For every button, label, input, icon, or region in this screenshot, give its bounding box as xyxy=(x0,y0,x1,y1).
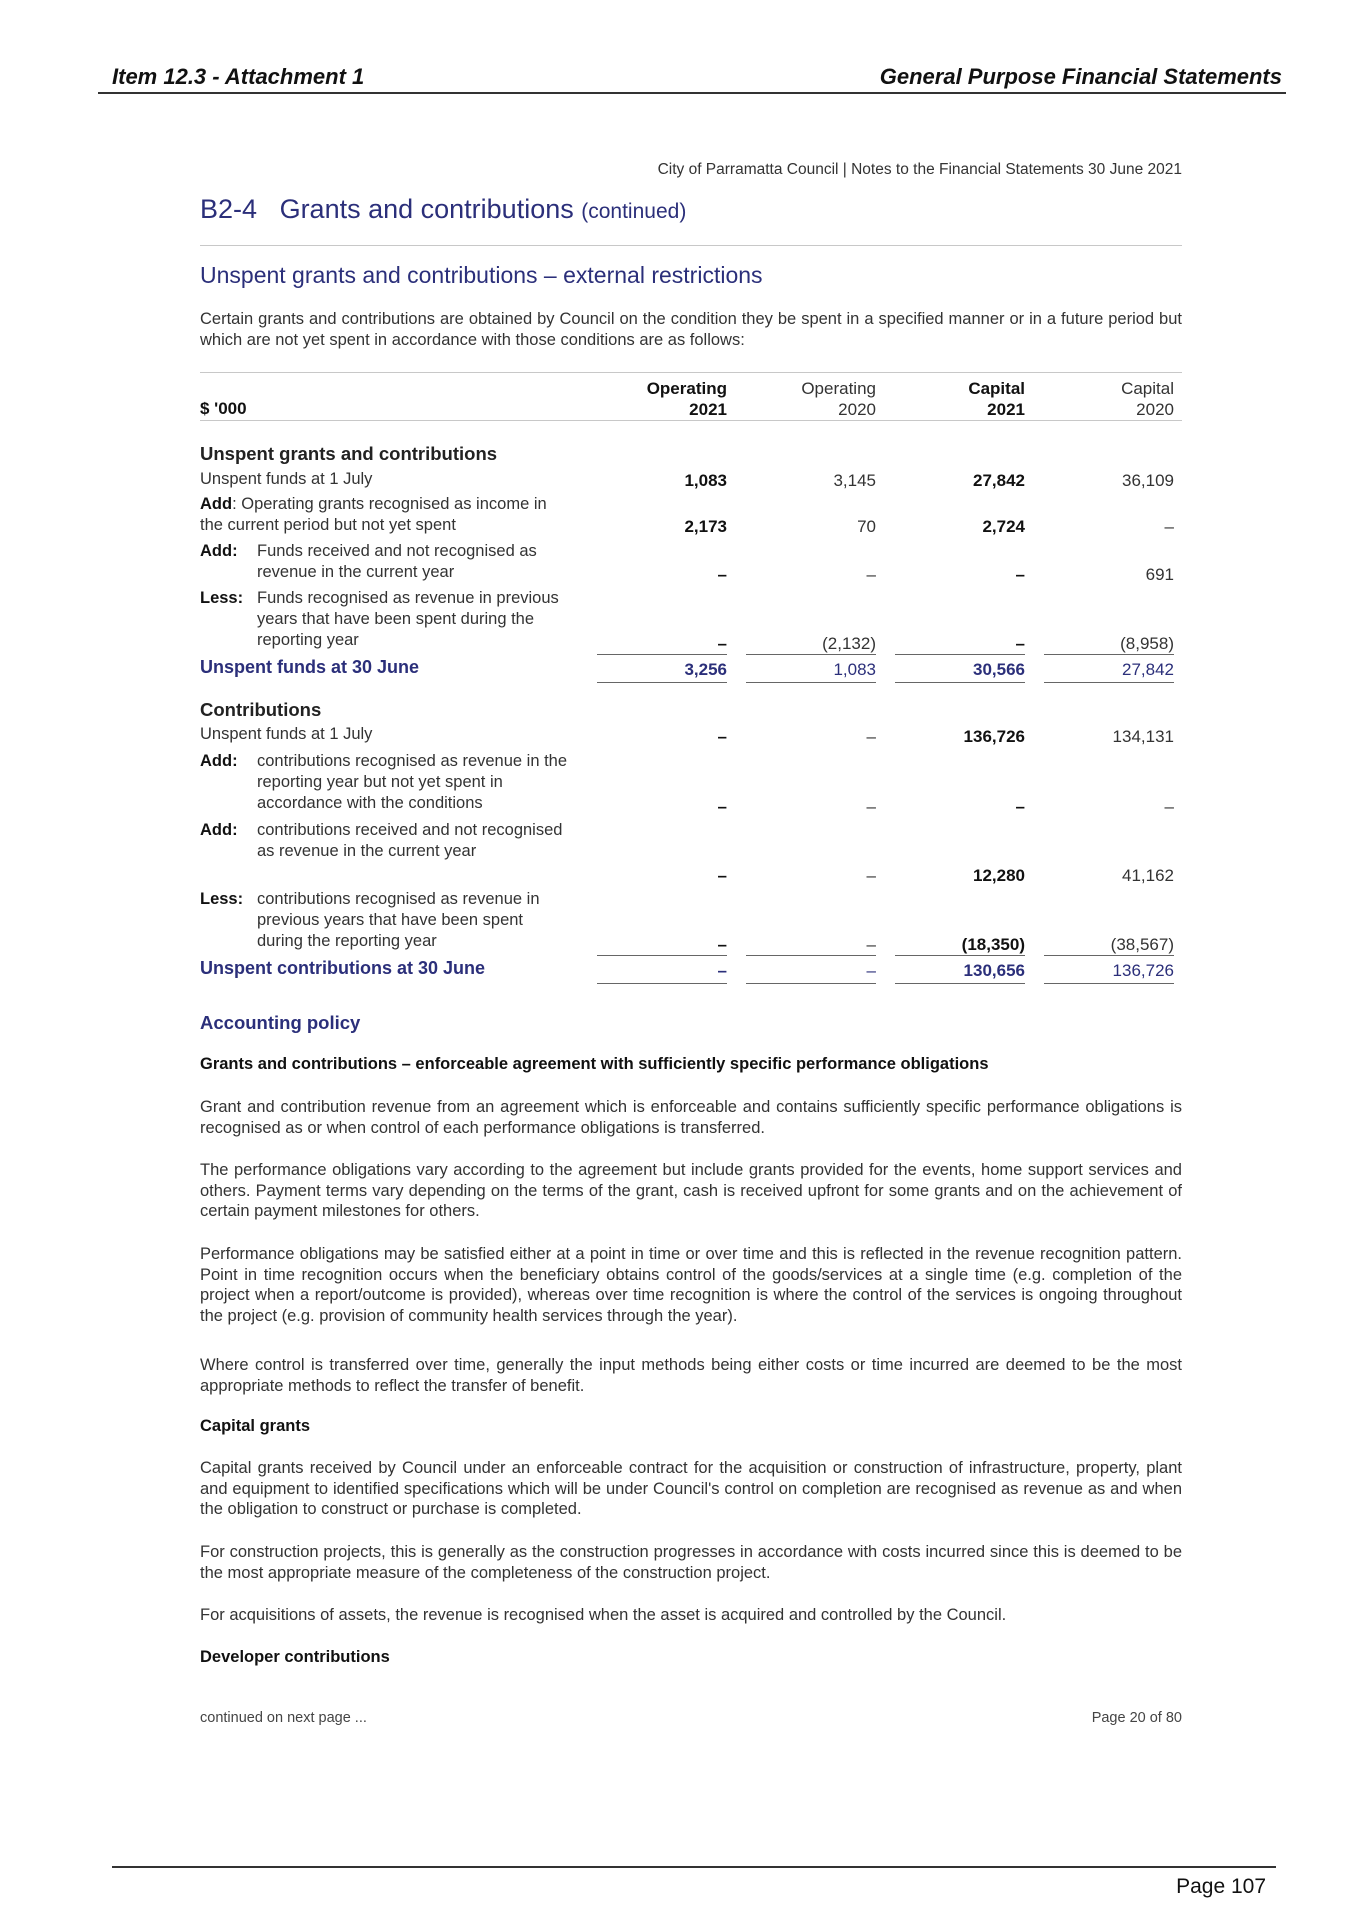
section-title xyxy=(200,194,686,225)
total-label: Unspent funds at 30 June xyxy=(200,657,420,677)
total-rule xyxy=(1044,682,1174,683)
row-text: contributions recognised as revenue in previous years that have been spent during the reporting year xyxy=(257,890,540,950)
col-header-capital-2021 xyxy=(885,378,1025,420)
cell: (2,132) xyxy=(822,634,876,653)
row-label xyxy=(200,751,570,814)
unit-label: $ '000 xyxy=(200,399,247,418)
cell: 36,109 xyxy=(1122,471,1174,490)
row-text: Funds received and not recognised as revenue in the current year xyxy=(257,542,537,581)
total-rule xyxy=(597,682,727,683)
row-keyword: Add: xyxy=(200,752,238,770)
cell: 134,131 xyxy=(1112,727,1174,746)
total-label: Unspent contributions at 30 June xyxy=(200,958,486,978)
subtotal-rule xyxy=(597,654,727,655)
cell: 1,083 xyxy=(684,471,727,490)
contributions-heading: Contributions xyxy=(200,699,322,720)
header-rule xyxy=(98,92,1286,94)
cell: 12,280 xyxy=(973,866,1025,885)
row-text: contributions received and not recognised as revenue in the current year xyxy=(257,821,563,860)
policy-paragraph: The performance obligations vary according to the agreement but include grants provided for the events, home support services and others. Payment terms vary depending on the terms of the grant, cash is received upfront for some grants and on the achievement of certain payment milestones for others. xyxy=(200,1161,1182,1220)
cell: 41,162 xyxy=(1122,866,1174,885)
cell: – xyxy=(866,935,876,954)
col-header-operating-2021 xyxy=(587,378,727,420)
row-text: contributions recognised as revenue in the reporting year but not yet spent in accordance with the conditions xyxy=(257,752,568,812)
row-label xyxy=(200,588,595,651)
row-label xyxy=(200,820,570,862)
cell: – xyxy=(866,565,876,584)
cell: – xyxy=(1164,517,1174,536)
cell: 2,173 xyxy=(684,517,727,536)
subtotal-rule xyxy=(1044,654,1174,655)
policy-subheading: Developer contributions xyxy=(200,1648,390,1666)
table-top-rule xyxy=(200,372,1182,373)
policy-paragraph: Grant and contribution revenue from an agreement which is enforceable and contains sufficiently specific performance obligations is recognised as or when control of each performance obligations is transferred. xyxy=(200,1098,1182,1137)
page-number: Page 107 xyxy=(1176,1875,1266,1898)
policy-paragraph: For construction projects, this is generally as the construction progresses in accordance with costs incurred since this is deemed to be the most appropriate measure of the completeness of the construction project. xyxy=(200,1543,1182,1582)
row-label xyxy=(200,541,595,583)
col-header-line: Capital xyxy=(1121,379,1174,398)
cell: 27,842 xyxy=(973,471,1025,490)
cell: (38,567) xyxy=(1110,935,1174,954)
subtotal-rule xyxy=(597,955,727,956)
row-text: the current period but not yet spent xyxy=(200,516,456,534)
total-cell: 130,656 xyxy=(963,961,1025,980)
total-cell: 30,566 xyxy=(973,660,1025,679)
intro-paragraph: Certain grants and contributions are obtained by Council on the condition they be spent in a specified manner or in a future period but which are not yet spent in accordance with those conditions are as follows: xyxy=(200,310,1182,349)
subtotal-rule xyxy=(895,654,1025,655)
total-cell: 1,083 xyxy=(833,660,876,679)
col-header-line: Operating xyxy=(646,379,727,398)
row-label: Unspent funds at 1 July xyxy=(200,725,373,743)
row-keyword: Less: xyxy=(200,589,244,607)
col-header-line: 2021 xyxy=(987,400,1025,419)
col-header-capital-2020 xyxy=(1034,378,1174,420)
cell: – xyxy=(717,727,727,746)
org-line: City of Parramatta Council | Notes to the Financial Statements 30 June 2021 xyxy=(657,161,1182,178)
policy-subheading: Grants and contributions – enforceable agreement with sufficiently specific performance obligations xyxy=(200,1055,989,1073)
cell: 3,145 xyxy=(833,471,876,490)
total-cell: – xyxy=(717,961,727,980)
total-rule xyxy=(746,682,876,683)
bottom-rule xyxy=(112,1866,1276,1868)
section-number: B2-4 xyxy=(200,194,258,224)
policy-paragraph: For acquisitions of assets, the revenue is recognised when the asset is acquired and controlled by the Council. xyxy=(200,1606,1007,1624)
cell: 70 xyxy=(857,517,876,536)
total-cell: 3,256 xyxy=(684,660,727,679)
subtotal-rule xyxy=(895,955,1025,956)
cell: 2,724 xyxy=(982,517,1025,536)
total-rule xyxy=(895,983,1025,984)
grants-heading: Unspent grants and contributions xyxy=(200,443,498,464)
cell: – xyxy=(717,634,727,653)
policy-paragraph: Capital grants received by Council under an enforceable contract for the acquisition or construction of infrastructure, property, plant and equipment to identified specifications which will be under Council's control on completion are recognised as revenue as and when the obligation to construct or purchase is completed. xyxy=(200,1459,1182,1518)
section-suffix: (continued) xyxy=(581,200,687,223)
total-cell: 27,842 xyxy=(1122,660,1174,679)
col-header-line: Capital xyxy=(968,379,1025,398)
cell: 691 xyxy=(1145,565,1174,584)
cell: – xyxy=(717,797,727,816)
total-rule xyxy=(1044,983,1174,984)
attachment-label: Item 12.3 - Attachment 1 xyxy=(112,64,365,89)
cell: – xyxy=(866,866,876,885)
row-keyword: Add: xyxy=(200,821,238,839)
col-header-line: Operating xyxy=(801,379,876,398)
cell: – xyxy=(866,727,876,746)
col-header-operating-2020 xyxy=(736,378,876,420)
cell: – xyxy=(1015,565,1025,584)
row-keyword: Add: xyxy=(200,542,238,560)
col-header-line: 2021 xyxy=(689,400,727,419)
row-label xyxy=(200,889,570,952)
total-cell: 136,726 xyxy=(1112,961,1174,980)
header-bottom-rule xyxy=(200,420,1182,421)
cell: – xyxy=(717,935,727,954)
cell: – xyxy=(717,565,727,584)
cell: – xyxy=(1164,797,1174,816)
policy-paragraph: Where control is transferred over time, generally the input methods being either costs or time incurred are deemed to be the most appropriate methods to reflect the transfer of benefit. xyxy=(200,1356,1182,1395)
row-label xyxy=(200,494,595,536)
section-name: Grants and contributions xyxy=(279,194,574,224)
total-rule xyxy=(895,682,1025,683)
title-rule xyxy=(200,245,1182,246)
row-keyword: Add xyxy=(200,495,233,513)
subsection-title: Unspent grants and contributions – external restrictions xyxy=(200,262,763,288)
row-keyword: Less: xyxy=(200,890,244,908)
cell: 136,726 xyxy=(963,727,1025,746)
document-title: General Purpose Financial Statements xyxy=(879,64,1282,89)
total-cell: – xyxy=(866,961,876,980)
row-text: : Operating grants recognised as income in xyxy=(232,495,547,513)
cell: – xyxy=(717,866,727,885)
cell: (8,958) xyxy=(1120,634,1174,653)
col-header-line: 2020 xyxy=(838,400,876,419)
subtotal-rule xyxy=(1044,955,1174,956)
subtotal-rule xyxy=(746,654,876,655)
continued-note: continued on next page ... xyxy=(200,1710,367,1726)
policy-paragraph: Performance obligations may be satisfied either at a point in time or over time and this is reflected in the revenue recognition pattern. Point in time recognition occurs when the beneficiary obtains control of the goods/services at a single time (e.g. completion of the project when a report/outcome is provided), whereas over time recognition is where the control of the services is ongoing throughout the project (e.g. provision of community health services through the year). xyxy=(200,1245,1182,1325)
row-text: Funds recognised as revenue in previous years that have been spent during the reporting year xyxy=(257,589,559,649)
cell: – xyxy=(1015,797,1025,816)
policy-heading: Accounting policy xyxy=(200,1012,361,1033)
col-header-line: 2020 xyxy=(1136,400,1174,419)
cell: – xyxy=(866,797,876,816)
cell: (18,350) xyxy=(961,935,1025,954)
total-rule xyxy=(746,983,876,984)
subtotal-rule xyxy=(746,955,876,956)
inner-page-number: Page 20 of 80 xyxy=(1091,1710,1182,1726)
policy-subheading: Capital grants xyxy=(200,1417,311,1435)
row-label: Unspent funds at 1 July xyxy=(200,470,373,488)
total-rule xyxy=(597,983,727,984)
cell: – xyxy=(1015,634,1025,653)
